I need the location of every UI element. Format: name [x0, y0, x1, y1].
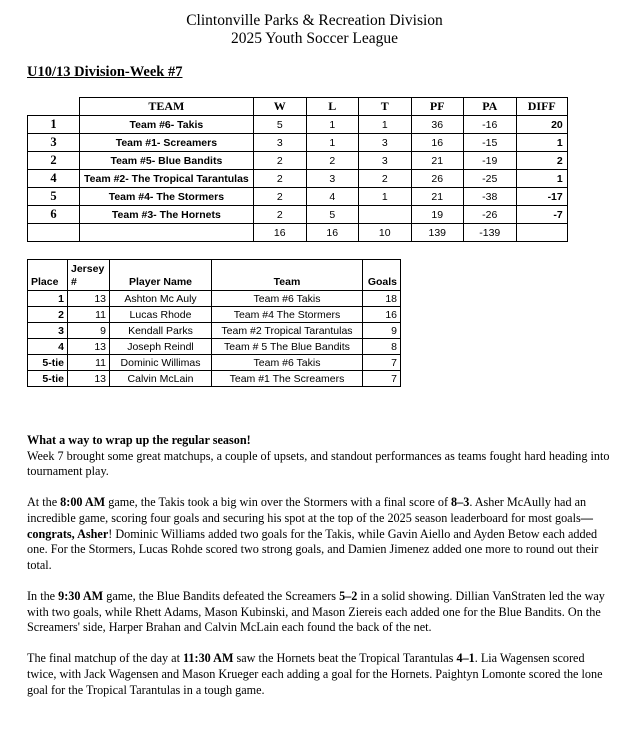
- standings-row: [28, 134, 568, 152]
- cell-team: [80, 224, 254, 242]
- cell-pa: -16: [463, 116, 516, 134]
- cell-w: 2: [253, 188, 306, 206]
- cell-pf: 21: [411, 188, 463, 206]
- game-time: 9:30 AM: [58, 588, 104, 603]
- cell-pa: -19: [463, 152, 516, 170]
- article: [27, 433, 612, 714]
- cell-t: 1: [358, 188, 411, 206]
- cell-diff: 1: [516, 134, 567, 152]
- col-header-player-name: Player Name: [110, 260, 212, 291]
- cell-pf: 26: [411, 170, 463, 188]
- cell-goals: 18: [363, 291, 401, 307]
- cell-w: 3: [253, 134, 306, 152]
- scorer-row: [28, 355, 401, 371]
- col-header-t: T: [358, 98, 411, 116]
- scorer-row: [28, 307, 401, 323]
- cell-place: 4: [28, 339, 68, 355]
- col-header-place: [28, 98, 80, 116]
- standings-header-row: [28, 98, 568, 116]
- cell-diff: 2: [516, 152, 567, 170]
- col-header-place: Place: [28, 260, 68, 291]
- standings-row: [28, 116, 568, 134]
- scorer-row: [28, 291, 401, 307]
- cell-goals: 9: [363, 323, 401, 339]
- article-paragraph-game1: At the 8:00 AM game, the Takis took a big win over the Stormers with a final score of 8–3. Asher McAully had an incredible game, scoring four goals and securing his spot at the top of the 2025 season leaderboard for most goals—congrats, Asher! Dominic Williams added two goals for the Takis, while Gavin Aiello and Ayden Betow each added one. For the Stormers, Lucas Rohde scored two strong goals, and Damien Jimenez added one more to round out their total.: [27, 495, 599, 572]
- cell-place: 2: [28, 152, 80, 170]
- cell-jersey: 13: [68, 291, 110, 307]
- cell-l: 2: [306, 152, 358, 170]
- cell-pa: -25: [463, 170, 516, 188]
- cell-l: 1: [306, 116, 358, 134]
- cell-t: 2: [358, 170, 411, 188]
- cell-team: Team #5- Blue Bandits: [80, 152, 254, 170]
- cell-pf: 139: [411, 224, 463, 242]
- col-header-pa: PA: [463, 98, 516, 116]
- cell-diff: [516, 224, 567, 242]
- cell-jersey: 13: [68, 339, 110, 355]
- cell-goals: 16: [363, 307, 401, 323]
- col-header-team: Team: [212, 260, 363, 291]
- game-score: 5–2: [339, 588, 358, 603]
- cell-t: 3: [358, 152, 411, 170]
- cell-pf: 21: [411, 152, 463, 170]
- cell-t: 1: [358, 116, 411, 134]
- cell-team: Team #3- The Hornets: [80, 206, 254, 224]
- division-heading: U10/13 Division-Week #7: [27, 64, 183, 80]
- cell-team: Team #6 Takis: [212, 355, 363, 371]
- standings-row: [28, 188, 568, 206]
- scorers-header-row: [28, 260, 401, 291]
- cell-team: Team #2 Tropical Tarantulas: [212, 323, 363, 339]
- col-header-goals: Goals: [363, 260, 401, 291]
- standings-row: [28, 152, 568, 170]
- cell-place: 6: [28, 206, 80, 224]
- standings-row: [28, 170, 568, 188]
- cell-l: 5: [306, 206, 358, 224]
- cell-t: 10: [358, 224, 411, 242]
- article-paragraph-game3: The final matchup of the day at 11:30 AM saw the Hornets beat the Tropical Tarantulas 4–1. Lia Wagensen scored twice, with Jack Wagensen and Mason Krueger each adding a goal for the Hornets. Paightyn Lomonte scored the lone goal for the Tropical Tarantulas in a tough game.: [27, 651, 603, 697]
- cell-name: Calvin McLain: [110, 371, 212, 387]
- cell-jersey: 11: [68, 307, 110, 323]
- cell-place: 4: [28, 170, 80, 188]
- cell-t: [358, 206, 411, 224]
- org-title: Clintonville Parks & Recreation Division: [186, 12, 443, 29]
- cell-w: 2: [253, 206, 306, 224]
- scorer-row: [28, 323, 401, 339]
- cell-team: Team # 5 The Blue Bandits: [212, 339, 363, 355]
- article-intro: Week 7 brought some great matchups, a couple of upsets, and standout performances as teams fought hard heading into tournament play.: [27, 448, 610, 479]
- game-score: 4–1: [456, 651, 475, 666]
- cell-goals: 7: [363, 371, 401, 387]
- cell-pa: -38: [463, 188, 516, 206]
- cell-team: Team #4 The Stormers: [212, 307, 363, 323]
- cell-name: Ashton Mc Auly: [110, 291, 212, 307]
- cell-place: 1: [28, 116, 80, 134]
- cell-place: 5-tie: [28, 355, 68, 371]
- col-header-diff: DIFF: [516, 98, 567, 116]
- cell-l: 3: [306, 170, 358, 188]
- game-score: 8–3: [451, 495, 470, 510]
- cell-place: [28, 224, 80, 242]
- cell-l: 4: [306, 188, 358, 206]
- cell-jersey: 11: [68, 355, 110, 371]
- col-header-l: L: [306, 98, 358, 116]
- scorer-row: [28, 371, 401, 387]
- cell-pf: 16: [411, 134, 463, 152]
- col-header-pf: PF: [411, 98, 463, 116]
- cell-place: 1: [28, 291, 68, 307]
- league-title: 2025 Youth Soccer League: [230, 30, 399, 47]
- article-paragraph-game2: In the 9:30 AM game, the Blue Bandits defeated the Screamers 5–2 in a solid showing. Dillian VanStraten led the way with two goals, while Rhett Adams, Mason Kubinski, and Mason Ziereis each added one for the Blue Bandits. On the Screamers' side, Harper Brahan and Calvin McLain each found the back of the net.: [27, 588, 605, 635]
- cell-team: Team #4- The Stormers: [80, 188, 254, 206]
- article-headline: What a way to wrap up the regular season!: [27, 433, 251, 447]
- col-header-team: TEAM: [80, 98, 254, 116]
- cell-team: Team #6 Takis: [212, 291, 363, 307]
- cell-diff: 1: [516, 170, 567, 188]
- col-header-jersey: Jersey #: [68, 260, 110, 291]
- cell-pa: -26: [463, 206, 516, 224]
- standings-table: [27, 97, 568, 242]
- cell-pa: -15: [463, 134, 516, 152]
- cell-w: 5: [253, 116, 306, 134]
- cell-place: 3: [28, 323, 68, 339]
- cell-name: Lucas Rhode: [110, 307, 212, 323]
- cell-team: Team #1- Screamers: [80, 134, 254, 152]
- cell-t: 3: [358, 134, 411, 152]
- scorer-row: [28, 339, 401, 355]
- col-header-w: W: [253, 98, 306, 116]
- cell-name: Joseph Reindl: [110, 339, 212, 355]
- standings-totals-row: [28, 224, 568, 242]
- cell-name: Kendall Parks: [110, 323, 212, 339]
- cell-pf: 19: [411, 206, 463, 224]
- cell-w: 2: [253, 152, 306, 170]
- cell-team: Team #1 The Screamers: [212, 371, 363, 387]
- cell-pf: 36: [411, 116, 463, 134]
- cell-team: Team #2- The Tropical Tarantulas: [80, 170, 254, 188]
- game-time: 8:00 AM: [60, 495, 106, 510]
- cell-place: 3: [28, 134, 80, 152]
- cell-jersey: 13: [68, 371, 110, 387]
- cell-w: 16: [253, 224, 306, 242]
- cell-w: 2: [253, 170, 306, 188]
- cell-diff: -17: [516, 188, 567, 206]
- cell-name: Dominic Willimas: [110, 355, 212, 371]
- standings-row: [28, 206, 568, 224]
- cell-place: 2: [28, 307, 68, 323]
- cell-diff: -7: [516, 206, 567, 224]
- cell-goals: 7: [363, 355, 401, 371]
- game-time: 11:30 AM: [183, 651, 234, 666]
- cell-team: Team #6- Takis: [80, 116, 254, 134]
- cell-l: 16: [306, 224, 358, 242]
- cell-goals: 8: [363, 339, 401, 355]
- congrats-text: —congrats, Asher: [27, 510, 593, 541]
- cell-jersey: 9: [68, 323, 110, 339]
- cell-place: 5-tie: [28, 371, 68, 387]
- cell-l: 1: [306, 134, 358, 152]
- cell-place: 5: [28, 188, 80, 206]
- cell-diff: 20: [516, 116, 567, 134]
- top-scorers-table: [27, 259, 401, 387]
- cell-pa: -139: [463, 224, 516, 242]
